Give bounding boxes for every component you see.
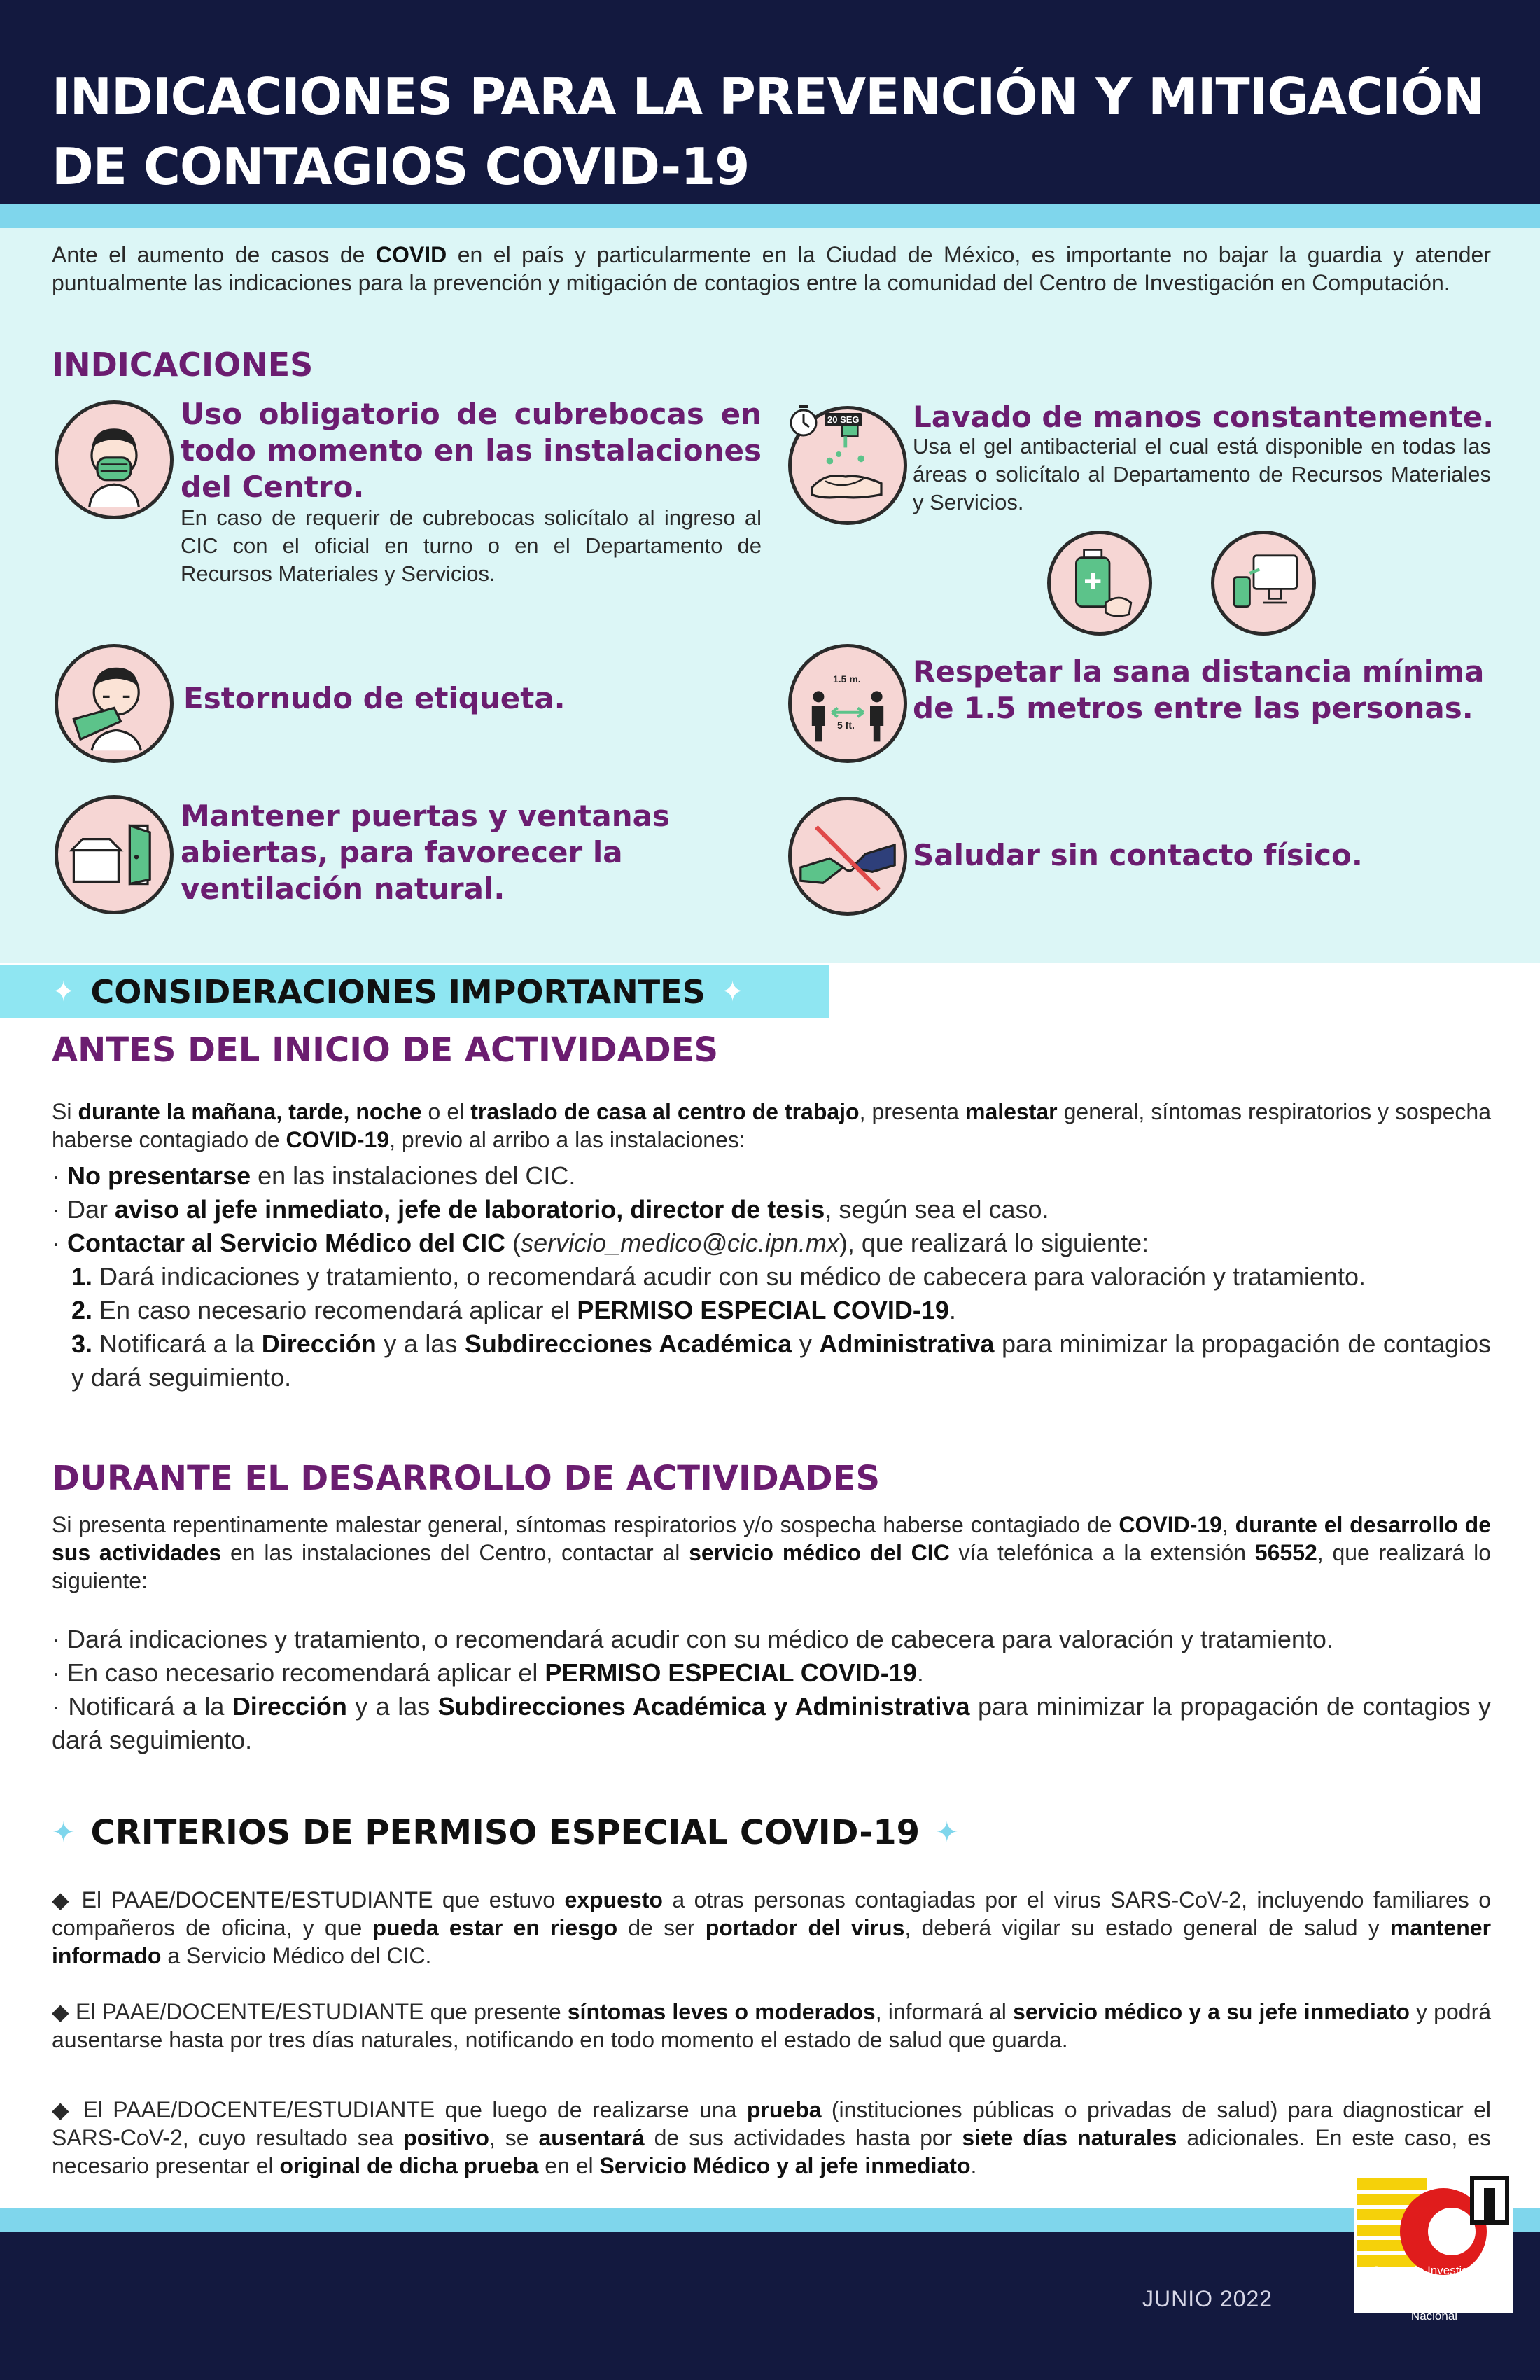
sparkle-icon: ✦ — [720, 976, 745, 1008]
list-item: · En caso necesario recomendará aplicar el PERMISO ESPECIAL COVID-19. — [52, 1658, 924, 1687]
sparkle-icon: ✦ — [52, 976, 76, 1008]
sparkle-icon: ✦ — [935, 1816, 959, 1849]
distance-meters-label: 1.5 m. — [833, 673, 861, 685]
timer-label: 20 SEG — [825, 413, 862, 426]
intro-paragraph: Ante el aumento de casos de COVID en el país y particularmente en la Ciudad de México, es importante no bajar la guardia y atender puntualmente las indicaciones para la prevención y mitigación de contagios entre la comunidad del Centro de Investigación en Computación. — [52, 242, 1492, 295]
list-item: · Dar aviso al jefe inmediato, jefe de laboratorio, director de tesis, según sea el caso. — [52, 1195, 1049, 1224]
item-handwash-desc: Usa el gel antibacterial el cual está disponible en todas las áreas o solicítalo al Departamento de Recursos Materiales y Servicios. — [913, 434, 1491, 514]
indicaciones-heading: INDICACIONES — [52, 346, 314, 384]
social-distance-icon — [788, 644, 907, 763]
item-greeting-title: Saludar sin contacto físico. — [913, 838, 1363, 872]
item-ventilation-title: Mantener puertas y ventanas abiertas, para favorecer la ventilación natural. — [181, 799, 670, 906]
criterio-1: ◆ El PAAE/DOCENTE/ESTUDIANTE que estuvo expuesto a otras personas contagiadas por el virus SARS-CoV-2, incluyendo familiares o compañeros de oficina, y que pueda estar en riesgo de ser portador del virus, deberá vigilar su estado general de salud y mantener informado a Servicio Médico del CIC. — [52, 1887, 1492, 1968]
item-mask-desc: En caso de requerir de cubrebocas solicítalo al ingreso al CIC con el oficial en turno o en el Departamento de Recursos Materiales y Servicios. — [181, 505, 762, 586]
criterio-3: ◆ El PAAE/DOCENTE/ESTUDIANTE que luego de realizarse una prueba (instituciones públicas o privadas de salud) para diagnosticar el SARS-CoV-2, cuyo resultado sea positivo, se ausentará de sus actividades hasta por siete días naturales adicionales. En este caso, es necesario presentar el original de dicha prueba en el Servicio Médico y al jefe inmediato. — [52, 2097, 1492, 2178]
criterios-heading: ✦ CRITERIOS DE PERMISO ESPECIAL COVID-19 ✦ — [52, 1813, 959, 1852]
consideraciones-heading: ✦ CONSIDERACIONES IMPORTANTES ✦ — [52, 973, 745, 1011]
logo-caption: Centro de Investigación en Computación Instituto Politécnico Nacional — [1340, 2264, 1529, 2323]
item-distance-title: Respetar la sana distancia mínima de 1.5 metros entre las personas. — [913, 654, 1485, 725]
list-item: · Notificará a la Dirección y a las Subdirecciones Académica y Administrativa para minimizar la propagación de contagios y dará seguimiento. — [52, 1692, 1491, 1754]
numbered-item: 2. En caso necesario recomendará aplicar el PERMISO ESPECIAL COVID-19. — [71, 1296, 956, 1324]
sneeze-etiquette-icon — [55, 644, 174, 763]
durante-paragraph: Si presenta repentinamente malestar general, síntomas respiratorios y/o sospecha haberse contagiado de COVID-19, durante el desarrollo de sus actividades en las instalaciones del Centro, contactar al servicio médico del CIC vía telefónica a la extensión 56552, que realizará lo siguiente: — [52, 1512, 1492, 1593]
header-divider — [0, 204, 1540, 228]
criterio-2: ◆ El PAAE/DOCENTE/ESTUDIANTE que presente síntomas leves o moderados, informará al servicio médico y a su jefe inmediato y podrá ausentarse hasta por tres días naturales, notificando en todo momento el estado de salud que guarda. — [52, 1999, 1492, 2052]
durante-heading: DURANTE EL DESARROLLO DE ACTIVIDADES — [52, 1459, 881, 1498]
antes-paragraph: Si durante la mañana, tarde, noche o el traslado de casa al centro de trabajo, presenta malestar general, síntomas respiratorios y sospecha haberse contagiado de COVID-19, previo al arribo a las instalaciones: — [52, 1099, 1492, 1152]
face-mask-icon — [55, 400, 174, 519]
open-door-window-icon — [55, 795, 174, 914]
page-title: INDICACIONES PARA LA PREVENCIÓN Y MITIGACIÓN DE CONTAGIOS COVID-19 — [52, 67, 1485, 196]
item-handwash-title: Lavado de manos constantemente. — [913, 400, 1494, 434]
distance-feet-label: 5 ft. — [837, 720, 855, 731]
antes-heading: ANTES DEL INICIO DE ACTIVIDADES — [52, 1030, 719, 1070]
gel-dispenser-icon — [1047, 531, 1152, 636]
sparkle-icon: ✦ — [52, 1816, 76, 1849]
list-item: · Dará indicaciones y tratamiento, o recomendará acudir con su médico de cabecera para valoración y tratamiento. — [52, 1625, 1334, 1653]
footer-divider — [0, 2208, 1540, 2232]
footer-banner — [0, 2232, 1540, 2380]
no-handshake-icon — [788, 797, 907, 916]
list-item: · Contactar al Servicio Médico del CIC (servicio_medico@cic.ipn.mx), que realizará lo siguiente: — [52, 1228, 1149, 1257]
antes-list — [52, 1159, 1491, 1394]
durante-list — [52, 1623, 1491, 1757]
list-item: · No presentarse en las instalaciones del CIC. — [52, 1161, 576, 1190]
numbered-item: 1. Dará indicaciones y tratamiento, o recomendará acudir con su médico de cabecera para valoración y tratamiento. — [71, 1262, 1366, 1291]
item-mask-title: Uso obligatorio de cubrebocas en todo momento en las instalaciones del Centro. — [181, 397, 762, 504]
publication-date: JUNIO 2022 — [1142, 2286, 1273, 2311]
item-sneeze-title: Estornudo de etiqueta. — [183, 681, 566, 715]
disinfect-computer-icon — [1211, 531, 1316, 636]
numbered-item: 3. Notificará a la Dirección y a las Subdirecciones Académica y Administrativa para minimizar la propagación de contagios y dará seguimiento. — [71, 1329, 1491, 1392]
